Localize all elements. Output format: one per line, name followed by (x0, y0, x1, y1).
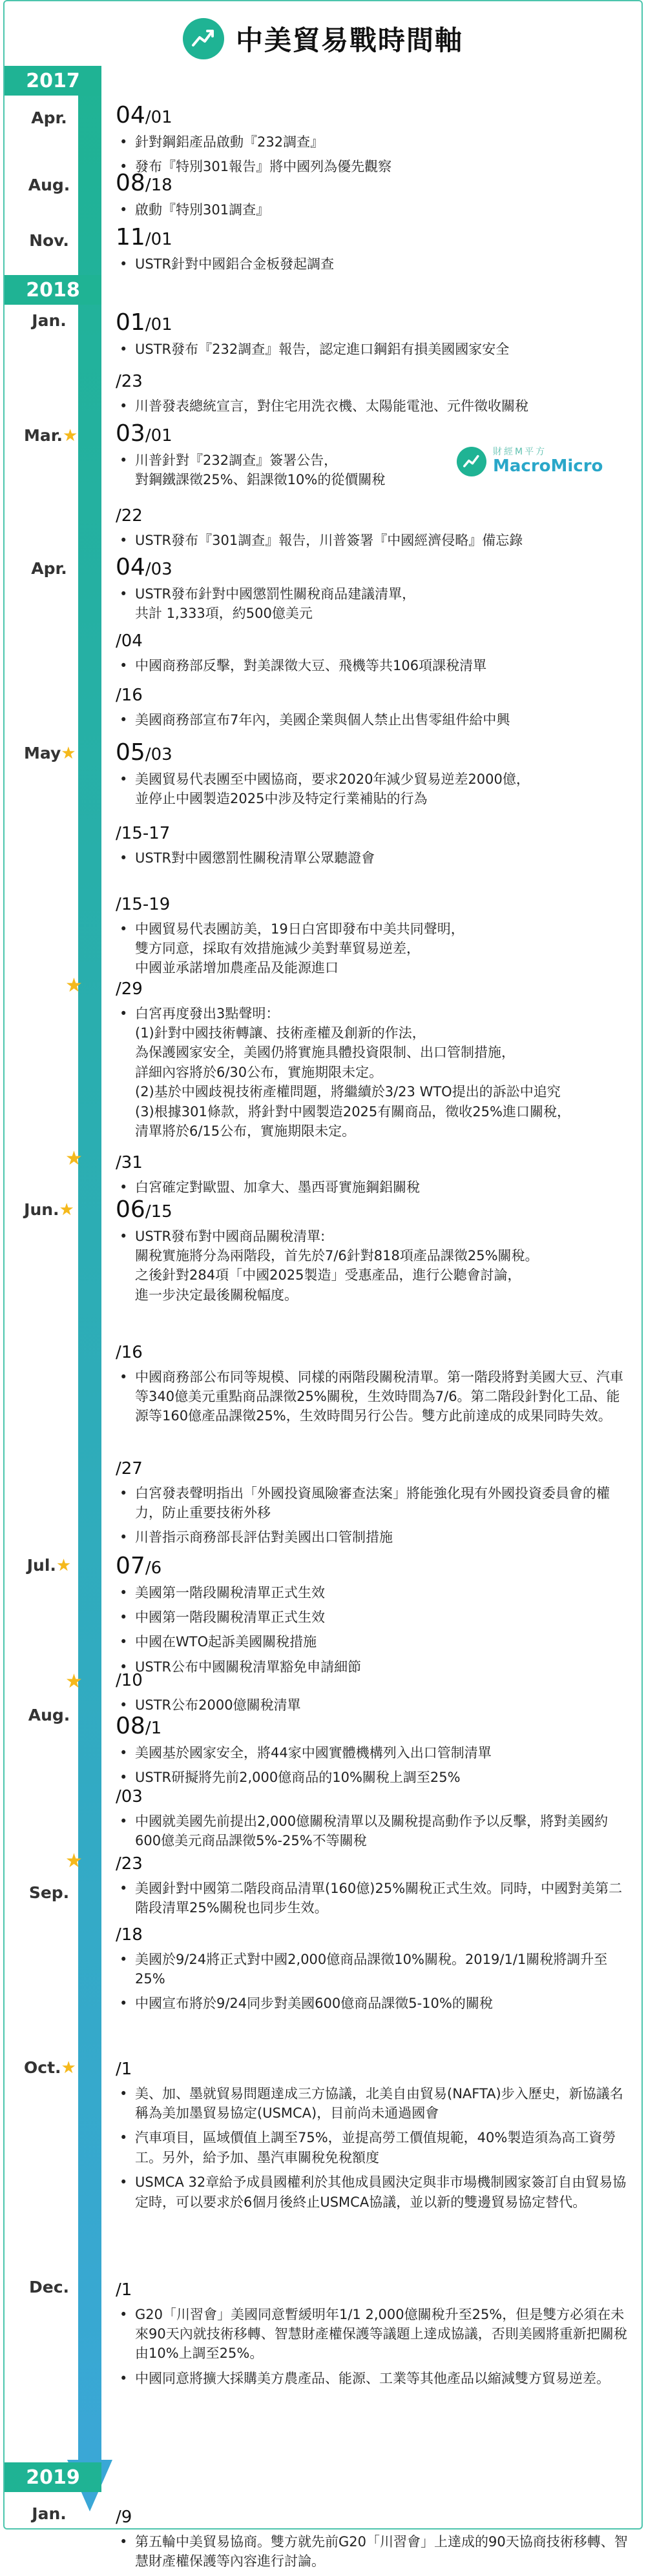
entry-subdate: /18 (145, 176, 172, 195)
entry-date (116, 680, 632, 706)
entry-subdate: /15 (145, 1202, 172, 1222)
star-icon: ★ (61, 744, 76, 763)
bullet-item: • 美國商務部宣布7年內，美國企業與個人禁止出售零組件給中興 (116, 710, 632, 730)
entry-bullets (116, 656, 632, 675)
timeline-entry (116, 626, 632, 680)
month-label (24, 311, 74, 330)
timeline-entry (116, 555, 632, 628)
timeline-page (3, 0, 643, 2570)
bullet-item: • 中國在WTO起訴美國關稅措施 (116, 1632, 632, 1651)
entry-subdate: /18 (116, 1925, 143, 1945)
timeline-entry (116, 421, 632, 495)
entry-subdate: /01 (145, 108, 172, 127)
timeline-entry (116, 819, 632, 873)
month-label (24, 559, 74, 578)
bullet-item: • G20「川習會」美國同意暫緩明年1/1 2,000億關稅升至25%，但是雙方必須在未來90天內就技術移轉、智慧財產權保護等議題上達成協議，否則美國將重新把關稅由10%上調至25%。 (116, 2305, 632, 2364)
bullet-item: • 針對鋼鋁產品啟動『232調查』 (116, 132, 632, 152)
entry-day: 03 (116, 420, 145, 447)
entry-bullets (116, 1743, 632, 1788)
entry-date (116, 819, 632, 844)
entry-date (116, 421, 632, 447)
month-text: Aug. (28, 176, 70, 194)
bullet-item: • USTR發布針對中國懲罰性關稅商品建議清單， 共計 1,333項，約500億美元 (116, 584, 632, 624)
bullet-item: • 美國針對中國第二階段商品清單(160億)25%關稅正式生效。同時，中國對美第二階段清單25%關稅也同步生效。 (116, 1879, 632, 1918)
entry-bullets (116, 584, 632, 624)
bullet-item: • USTR公布中國關稅清單豁免申請細節 (116, 1657, 632, 1677)
entry-bullets (116, 1004, 632, 1141)
timeline-entry (116, 1148, 632, 1202)
timeline-entry (116, 367, 632, 421)
entry-date (116, 1338, 632, 1364)
entry-bullets (116, 1178, 632, 1197)
entry-date (116, 367, 632, 393)
month-text: Jan. (32, 311, 67, 330)
entry-subdate: /1 (145, 1719, 162, 1738)
entry-date (116, 1920, 632, 1946)
timeline-entry (116, 1849, 632, 1923)
entry-bullets (116, 1484, 632, 1548)
bullet-item: • USTR發布對中國商品關稅清單: 關稅實施將分為兩階段，首先於7/6針對818項產品課徵25%關稅。 之後針對284項「中國2025製造」受惠產品，進行公聽會討論， 進一步決定最後關稅幅度。 (116, 1227, 632, 1305)
bullet-item: • 川普發表總統宣言，對住宅用洗衣機、太陽能電池、元件徵收關稅 (116, 396, 632, 416)
entry-day: 06 (116, 1196, 145, 1223)
entry-date (116, 501, 632, 527)
entry-subdate: /27 (116, 1459, 143, 1478)
month-text: May (24, 744, 61, 762)
entry-bullets (116, 1583, 632, 1677)
month-label (24, 426, 78, 445)
month-text: Jan. (32, 2504, 67, 2523)
star-icon: ★ (65, 1147, 83, 1170)
entry-date (116, 1666, 632, 1692)
entry-bullets (116, 340, 632, 359)
bullet-item: • USTR研擬將先前2,000億商品的10%關稅上調至25% (116, 1768, 632, 1787)
bullet-item: • 美國於9/24將正式對中國2,000億商品課徵10%關稅。2019/1/1關稅將調升至25% (116, 1950, 632, 1989)
timeline-entry (116, 170, 632, 225)
entry-subdate: /03 (145, 560, 172, 579)
timeline-entry (116, 1782, 632, 1855)
entry-bullets (116, 1950, 632, 2014)
year-label: 2018 (5, 275, 101, 305)
entry-date (116, 2275, 632, 2301)
month-text: Apr. (31, 559, 67, 578)
watermark-big: MacroMicro (493, 456, 603, 476)
entry-date (116, 1197, 632, 1223)
month-text: Oct. (24, 2058, 61, 2077)
entry-bullets (116, 919, 632, 978)
bullet-item: • 中國就美國先前提出2,000億關稅清單以及關稅提高動作予以反擊，將對美國約600億美元商品課徵5%-25%不等關稅 (116, 1812, 632, 1851)
bullet-item: • 川普指示商務部長評估對美國出口管制措施 (116, 1528, 632, 1547)
entry-date (116, 740, 632, 766)
entry-subdate: /01 (145, 230, 172, 249)
entry-date (116, 2054, 632, 2080)
month-label (24, 2058, 74, 2078)
entry-date (116, 890, 632, 915)
entry-bullets (116, 1367, 632, 1426)
entry-bullets (116, 1812, 632, 1851)
bullet-item: • 第五輪中美貿易協商。雙方就先前G20「川習會」上達成的90天協商技術移轉、智慧財產權保護等內容進行討論。 (116, 2532, 632, 2571)
entry-day: 01 (116, 309, 145, 336)
timeline-entry (116, 974, 632, 1147)
timeline-entry (116, 680, 632, 735)
star-icon: ★ (65, 974, 83, 997)
timeline-entry (116, 2054, 632, 2217)
watermark-small: 財經M平方 (493, 447, 547, 457)
month-label (24, 1556, 74, 1575)
timeline-entry (116, 310, 632, 364)
entry-subdate: /15-19 (116, 895, 171, 914)
bullet-item: • USTR對中國懲罰性關稅清單公眾聽證會 (116, 848, 632, 868)
timeline-entry (116, 1713, 632, 1792)
entry-subdate: /31 (116, 1153, 143, 1172)
bullet-item: • USTR針對中國鋁合金板發起調查 (116, 254, 632, 274)
entry-date (116, 310, 632, 336)
entry-bullets (116, 2305, 632, 2389)
timeline-entry (116, 225, 632, 279)
bullet-item: • 中國同意將擴大採購美方農產品、能源、工業等其他產品以縮減雙方貿易逆差。 (116, 2369, 632, 2388)
star-icon: ★ (61, 2058, 76, 2078)
entry-bullets (116, 396, 632, 416)
month-text: Jun. (24, 1200, 59, 1219)
entry-day: 08 (116, 1713, 145, 1739)
month-text: Mar. (24, 426, 63, 445)
entry-bullets (116, 1227, 632, 1305)
entry-bullets (116, 2532, 632, 2571)
entry-bullets (116, 451, 632, 490)
entry-subdate: /03 (145, 745, 172, 764)
entry-date (116, 1849, 632, 1875)
star-icon: ★ (63, 426, 78, 445)
entry-subdate: /16 (116, 1343, 143, 1362)
page-title: 中美貿易戰時間軸 (235, 25, 463, 56)
entry-bullets (116, 1879, 632, 1918)
month-text: Nov. (29, 231, 69, 250)
star-icon: ★ (59, 1200, 74, 1220)
bullet-item: • 白宮再度發出3點聲明： (1)針對中國技術轉讓、技術產權及創新的作法， 為保護國家安全，美國仍將實施具體投資限制、出口管制措施， 詳細內容將於6/30公布，實施期限未定。 (2)基於中國歧視技術產權問題，將繼續於3/23 WTO提出的訴訟中追究 (3)根據301條款，將針對中國製造2025有關商品，徵收25%進口關稅， 清單將於6/15公布，實施期限未定。 (116, 1004, 632, 1141)
entry-subdate: /04 (116, 631, 143, 651)
month-label (24, 1883, 74, 1902)
entry-subdate: /1 (116, 2280, 132, 2300)
bullet-item: • 汽車項目，區域價值上調至75%，並提高勞工價值規範，40%製造須為高工資勞工。另外，給予加、墨汽車關稅免稅額度 (116, 2128, 632, 2167)
entry-subdate: /15-17 (116, 824, 171, 843)
year-label: 2017 (5, 66, 101, 96)
entry-day: 04 (116, 102, 145, 128)
year-label: 2019 (5, 2462, 101, 2492)
entry-subdate: /01 (145, 315, 172, 334)
month-text: Sep. (28, 1883, 70, 1902)
entry-subdate: /16 (116, 686, 143, 705)
entry-subdate: /1 (116, 2060, 132, 2079)
month-label (24, 1706, 74, 1724)
entry-bullets (116, 254, 632, 274)
bullet-item: • USTR發布『301調查』報告，川普簽署『中國經濟侵略』備忘錄 (116, 531, 632, 550)
month-label (24, 108, 74, 127)
bullet-item: • USTR公布2000億關稅清單 (116, 1695, 632, 1715)
entry-day: 05 (116, 739, 145, 766)
timeline-entry (116, 1454, 632, 1553)
entry-date (116, 2502, 632, 2528)
timeline-entry (116, 1553, 632, 1682)
bullet-item: • 中國商務部公布同等規模、同樣的兩階段關稅清單。第一階段將對美國大豆、汽車等340億美元重點商品課徵25%關稅，生效時間為7/6。第二階段針對化工品、能源等160億產品課徵25%，生效時間另行公告。雙方此前達成的成果同時失效。 (116, 1367, 632, 1426)
bullet-item: • 白宮發表聲明指出「外國投資風險審查法案」將能強化現有外國投資委員會的權力，防止重要技術外移 (116, 1484, 632, 1523)
entry-date (116, 103, 632, 128)
star-icon: ★ (56, 1556, 72, 1575)
timeline-entry (116, 2275, 632, 2393)
entry-day: 07 (116, 1553, 145, 1579)
bullet-item: • 美國貿易代表團至中國協商，要求2020年減少貿易逆差2000億， 並停止中國製造2025中涉及特定行業補貼的行為 (116, 770, 632, 809)
entry-date (116, 626, 632, 652)
bullet-item: • USTR發布『232調查』報告，認定進口鋼鋁有損美國國家安全 (116, 340, 632, 359)
month-text: Apr. (31, 108, 67, 127)
entry-date (116, 1454, 632, 1480)
bullet-item: • USMCA 32章給予成員國權利於其他成員國決定與非市場機制國家簽訂自由貿易協定時，可以要求於6個月後終止USMCA協議，並以新的雙邊貿易協定替代。 (116, 2172, 632, 2212)
month-text: Aug. (28, 1706, 70, 1724)
entry-bullets (116, 200, 632, 220)
timeline-entry (116, 1338, 632, 1431)
entry-subdate: /23 (116, 372, 143, 391)
entry-date (116, 974, 632, 1000)
month-label (24, 231, 74, 250)
entry-subdate: /6 (145, 1559, 162, 1578)
entry-date (116, 1713, 632, 1739)
entry-subdate: /29 (116, 979, 143, 999)
bullet-item: • 發布『特別301報告』將中國列為優先觀察 (116, 157, 632, 176)
bullet-item: • 啟動『特別301調查』 (116, 200, 632, 220)
bullet-item: • 中國商務部反擊，對美課徵大豆、飛機等共106項課稅清單 (116, 656, 632, 675)
bullet-item: • 中國第一階段關稅清單正式生效 (116, 1608, 632, 1627)
bullet-item: • 中國貿易代表團訪美，19日白宮即發布中美共同聲明， 雙方同意，採取有效措施減少美對華貿易逆差， 中國並承諾增加農產品及能源進口 (116, 919, 632, 978)
timeline-entry (116, 2502, 632, 2576)
month-label (24, 2278, 74, 2296)
star-icon: ★ (65, 1850, 83, 1872)
entry-bullets (116, 1695, 632, 1715)
star-icon: ★ (65, 1670, 83, 1693)
month-label (24, 744, 74, 763)
entry-subdate: /01 (145, 426, 172, 445)
timeline-entry (116, 1920, 632, 2019)
entry-subdate: /23 (116, 1854, 143, 1874)
timeline-entry (116, 501, 632, 555)
page-header (5, 13, 641, 65)
entry-subdate: /22 (116, 506, 143, 526)
bullet-item: • 川普針對『232調查』簽署公告， 對鋼鐵課徵25%、鋁課徵10%的從價關稅 (116, 451, 632, 490)
timeline-axis (78, 66, 101, 2461)
timeline-entry (116, 740, 632, 813)
entry-subdate: /9 (116, 2508, 132, 2527)
entry-bullets (116, 2084, 632, 2213)
entry-bullets (116, 710, 632, 730)
entry-date (116, 555, 632, 580)
entry-date (116, 1782, 632, 1808)
entry-bullets (116, 770, 632, 809)
timeline-entry (116, 1197, 632, 1310)
bullet-item: • 中國宣布將於9/24同步對美國600億商品課徵5-10%的關稅 (116, 1994, 632, 2013)
bullet-item: • 美國基於國家安全，將44家中國實體機構列入出口管制清單 (116, 1743, 632, 1763)
month-text: Jul. (26, 1556, 56, 1575)
entry-day: 04 (116, 554, 145, 580)
entry-bullets (116, 848, 632, 868)
entry-subdate: /10 (116, 1671, 143, 1690)
entry-subdate: /03 (116, 1787, 143, 1806)
bullet-item: • 白宮確定對歐盟、加拿大、墨西哥實施鋼鋁關稅 (116, 1178, 632, 1197)
bullet-item: • 美國第一階段關稅清單正式生效 (116, 1583, 632, 1602)
entry-date (116, 225, 632, 250)
entry-date (116, 1148, 632, 1174)
bullet-item: • 美、加、墨就貿易問題達成三方協議，北美自由貿易(NAFTA)步入歷史，新協議名稱為美加墨貿易協定(USMCA)，目前尚未通過國會 (116, 2084, 632, 2123)
timeline-entry (116, 890, 632, 983)
month-text: Dec. (28, 2278, 70, 2296)
chart-trend-icon (183, 18, 224, 59)
month-label (24, 2504, 74, 2523)
entry-day: 08 (116, 170, 145, 196)
entry-date (116, 1553, 632, 1579)
entry-date (116, 170, 632, 196)
entry-day: 11 (116, 224, 145, 250)
month-label (24, 1200, 74, 1220)
entry-bullets (116, 531, 632, 550)
month-label (24, 176, 74, 194)
timeline-entry (116, 1666, 632, 1720)
